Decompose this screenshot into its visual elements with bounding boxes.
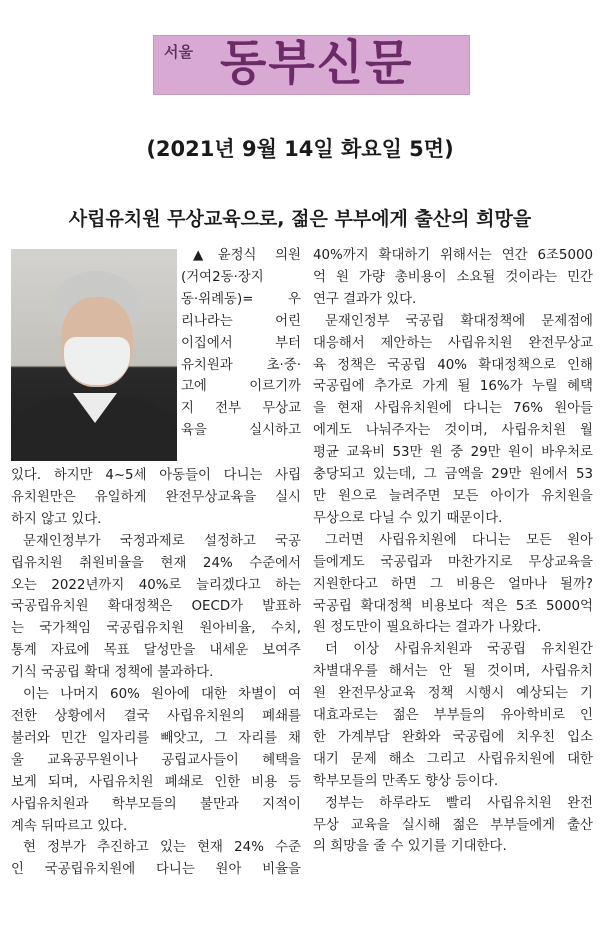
article-line: 평균 교육비 53만 원 중 29만 원이 바우처로	[313, 445, 593, 461]
article-line: 사립유치원과 학부모들의 불만과 지적이	[11, 796, 301, 812]
article-line: 불러와 민간 일자리를 빼앗고, 그 자리를 채	[11, 730, 301, 746]
masthead-region: 서울	[164, 43, 193, 61]
article-line: 문재인정부 국공립 확대정책에 문제점에	[325, 313, 593, 329]
article-line: 이집에서 부터	[181, 335, 301, 351]
article-line: 인 국공립유치원에 다니는 원아 비율을	[11, 862, 301, 878]
article-line: 국공립에 추가로 가게 될 16%가 누릴 혜택	[313, 379, 593, 395]
article-line: 차별대우를 해서는 안 될 것이며, 사립유치	[313, 664, 593, 680]
article-line: 국공립유치원 확대정책은 OECD가 발표하	[11, 599, 301, 615]
article-line: 지원한다고 하면 그 비용은 얼마나 될까?	[313, 576, 593, 592]
article-line: 40%까지 확대하기 위해서는 연간 6조5000	[313, 248, 593, 263]
article-line: 무상으로 다닐 수 있기 때문이다.	[313, 510, 503, 526]
article-line: 동·위례동)= 우	[181, 291, 301, 307]
article-line: 유치원과 초·중·	[181, 357, 301, 373]
article-line: 육 정책은 국공립 40% 확대정책으로 인해	[313, 357, 593, 373]
article-line: 는 국가책임 국공립유치원 원아비율, 수치,	[11, 621, 301, 637]
portrait-photo	[11, 249, 177, 461]
article-line: 연구 결과가 있다.	[313, 291, 417, 307]
article-line: 그러면 사립유치원에 다니는 모든 원아	[325, 532, 593, 548]
article-line: 오는 2022년까지 40%로 늘리겠다고 하는	[11, 577, 301, 593]
article-line: 리나라는 어린	[181, 313, 301, 329]
masthead-title: 동부신문	[220, 35, 414, 91]
article-line: 학부모들의 만족도 향상 등이다.	[313, 773, 499, 789]
article-line: 대효과로는 젊은 부부들의 유아학비로 인	[313, 708, 593, 724]
article-line: 정부는 하루라도 빨리 사립유치원 완전	[325, 795, 593, 811]
article-line: 전한 상황에서 결국 사립유치원의 폐쇄를	[11, 708, 301, 724]
article-line: 지 전부 무상교	[181, 401, 301, 417]
article-line: 국공립 확대정책 비용보다 적은 5조 5000억	[313, 598, 593, 614]
article-line: 고에 이르기까	[181, 379, 301, 395]
article-line: 충당되고 있는데, 그 금액을 29만 원에서 53	[313, 467, 593, 483]
article-line: 원 정도만이 필요하다는 결과가 나왔다.	[313, 620, 542, 636]
article-line: 에게도 나눠주자는 것이며, 사립유치원 월	[313, 423, 593, 439]
article-column-1-top	[181, 245, 301, 442]
article-line: 통계 자료에 목표 달성만을 내세운 보여주	[11, 643, 301, 659]
article-line: 울 교육공무원이나 공립교사들이 혜택을	[11, 752, 301, 768]
article-line: 현 정부가 추진하고 있는 현재 24% 수준	[23, 840, 301, 856]
article-line: 한 가계부담 완화와 국공립에 치우친 입소	[313, 729, 593, 745]
article-line: 문재인정부가 국정과제로 설정하고 국공	[23, 533, 301, 549]
article-line: 의 희망을 줄 수 있기를 기대한다.	[313, 839, 507, 855]
article-line: 보게 되며, 사립유치원 폐쇄로 인한 비용 등	[11, 774, 301, 790]
article-line: 있다. 하지만 4~5세 아동들이 다니는 사립	[11, 468, 301, 483]
article-line: 대응해서 제안하는 사립유치원 완전무상교	[313, 335, 593, 351]
article-line: 하지 않고 있다.	[11, 511, 102, 527]
article-column-2	[313, 245, 593, 858]
article-line: 억 원 가량 총비용이 소요될 것이라는 민간	[313, 269, 593, 285]
article-line: 들에게도 국공립과 마찬가지로 무상교육을	[313, 554, 593, 570]
article-line: 유치원만은 유일하게 완전무상교육을 실시	[11, 489, 301, 505]
article-column-1	[11, 465, 301, 881]
article-line: 원 완전무상교육 정책 시행시 예상되는 기	[313, 686, 593, 702]
article-line: 립유치원 취원비율을 현재 24% 수준에서	[11, 555, 301, 571]
masthead-logo	[153, 35, 470, 95]
article-line: 계속 뒤따르고 있다.	[11, 818, 128, 834]
article-line: 육을 실시하고	[181, 423, 301, 439]
article-line: 만 원으로 늘려주면 모든 아이가 유치원을	[313, 488, 593, 504]
publication-date: (2021년 9월 14일 화요일 5면)	[146, 137, 454, 161]
article-line: 더 이상 사립유치원과 국공립 유치원간	[325, 642, 593, 658]
article-line: ▲윤정식 의원	[193, 248, 301, 263]
article-line: 무상 교육을 실시해 젊은 부부들에게 출산	[313, 817, 593, 833]
article-line: 기식 국공립 확대 정책에 불과하다.	[11, 665, 214, 681]
article-line: 이는 나머지 60% 원아에 대한 차별이 여	[23, 687, 301, 703]
article-headline: 사립유치원 무상교육으로, 젊은 부부에게 출산의 희망을	[68, 208, 532, 230]
article-line: (거여2동·장지	[181, 269, 264, 285]
article-line: 을 현재 사립유치원에 다니는 76% 원아들	[313, 401, 593, 417]
article-line: 대기 문제 해소 그리고 사립유치원에 대한	[313, 751, 593, 767]
